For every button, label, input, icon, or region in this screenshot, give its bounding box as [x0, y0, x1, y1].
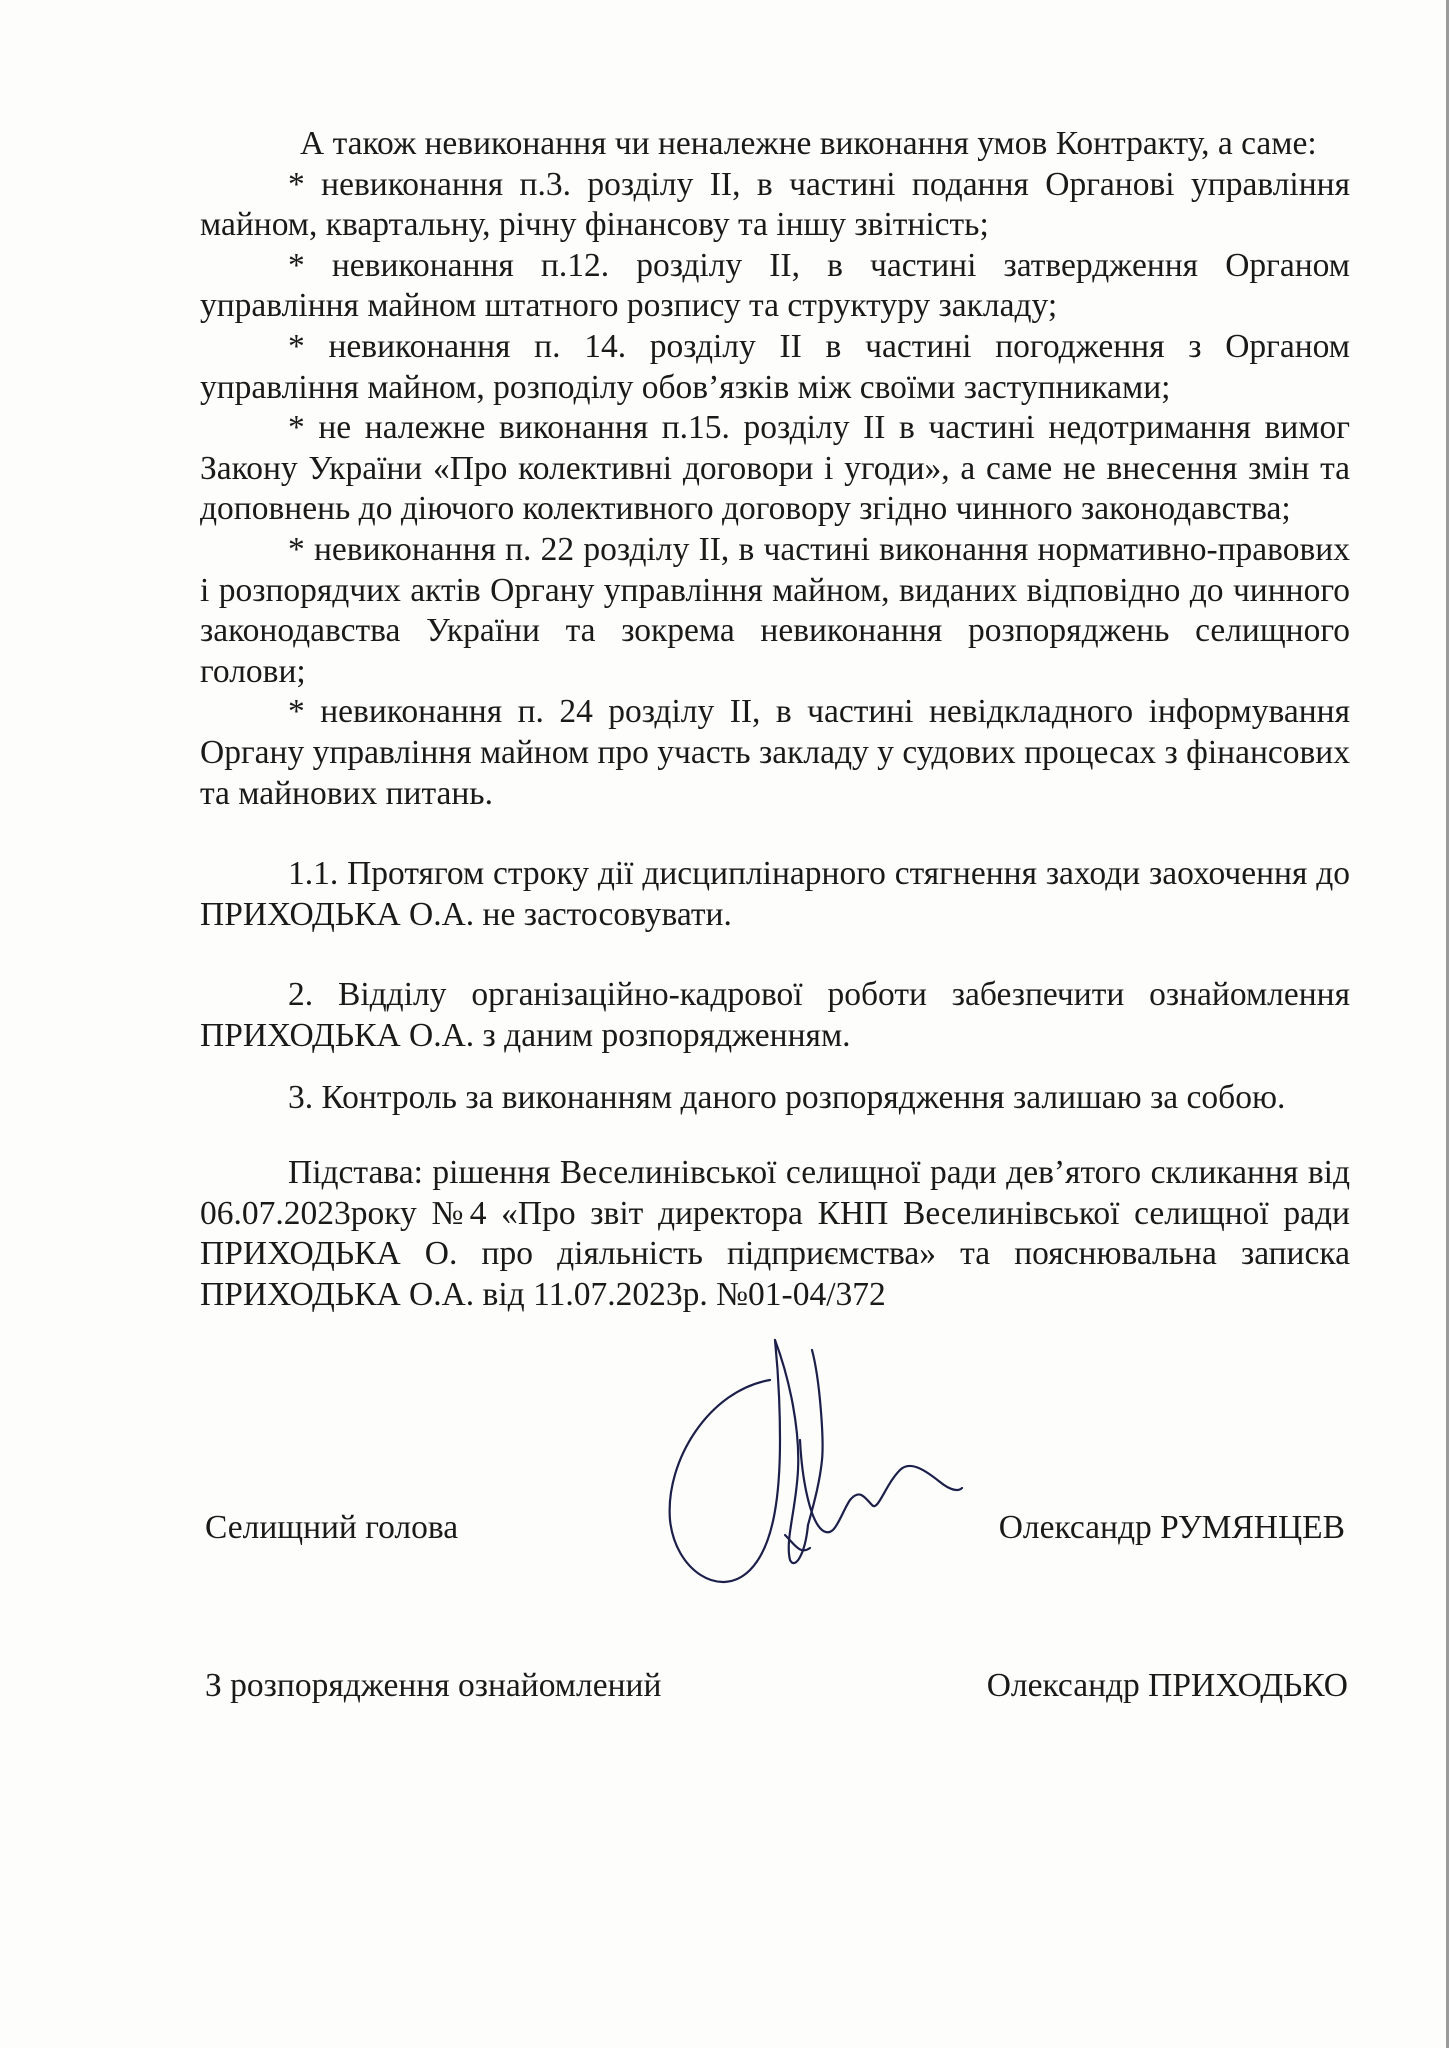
violation-item: * не належне виконання п.15. розділу II в частині недотримання вимог Закону України «Про колективні договори і угоди», а саме не внесення змін та доповнень до діючого колективного договору згідно чинного законодавства;	[200, 409, 1350, 528]
violation-item: * невиконання п. 24 розділу II, в частині невідкладного інформування Органу управління майном про участь закладу у судових процесах з фінансових та майнових питань.	[200, 693, 1350, 812]
violation-item: * невиконання п.12. розділу II, в частині затвердження Органом управління майном штатного розпису та структуру закладу;	[200, 246, 1350, 325]
ack-name: Олександр ПРИХОДЬКО	[986, 1667, 1348, 1704]
clause-2: 2. Відділу організаційно-кадрової роботи забезпечити ознайомлення ПРИХОДЬКА О.А. з даним розпорядженням.	[200, 976, 1350, 1054]
head-title: Селищний голова	[205, 1509, 459, 1546]
violation-item: * невиконання п. 14. розділу II в частині погодження з Органом управління майном, розподілу обов’язків між своїми заступниками;	[200, 327, 1350, 406]
clause-1-1: 1.1. Протягом строку дії дисциплінарного стягнення заходи заохочення до ПРИХОДЬКА О.А. не застосовувати.	[200, 855, 1350, 933]
document-body	[200, 124, 1350, 1315]
intro-paragraph: А також невиконання чи неналежне виконання умов Контракту, а саме:	[300, 125, 1317, 162]
head-name: Олександр РУМЯНЦЕВ	[998, 1509, 1345, 1546]
violation-item: * невиконання п.3. розділу II, в частині подання Органові управління майном, квартальну, річну фінансову та іншу звітність;	[200, 165, 1350, 244]
violation-item: * невиконання п. 22 розділу II, в частині виконання нормативно-правових і розпорядчих актів Органу управління майном, виданих відповідно до чинного законодавства України та зокрема невиконання розпоряджень селищного голови;	[200, 530, 1350, 690]
handwritten-signature	[650, 1320, 970, 1610]
clause-3: 3. Контроль за виконанням даного розпорядження залишаю за собою.	[288, 1079, 1286, 1117]
ack-label: З розпорядження ознайомлений	[205, 1667, 662, 1704]
basis-paragraph: Підстава: рішення Веселинівської селищної ради дев’ятого скликання від 06.07.2023року №4 «Про звіт директора КНП Веселинівської селищної ради ПРИХОДЬКА О. про діяльність підприємства» та пояснювальна записка ПРИХОДЬКА О.А. від 11.07.2023р. №01-04/372	[200, 1154, 1350, 1313]
